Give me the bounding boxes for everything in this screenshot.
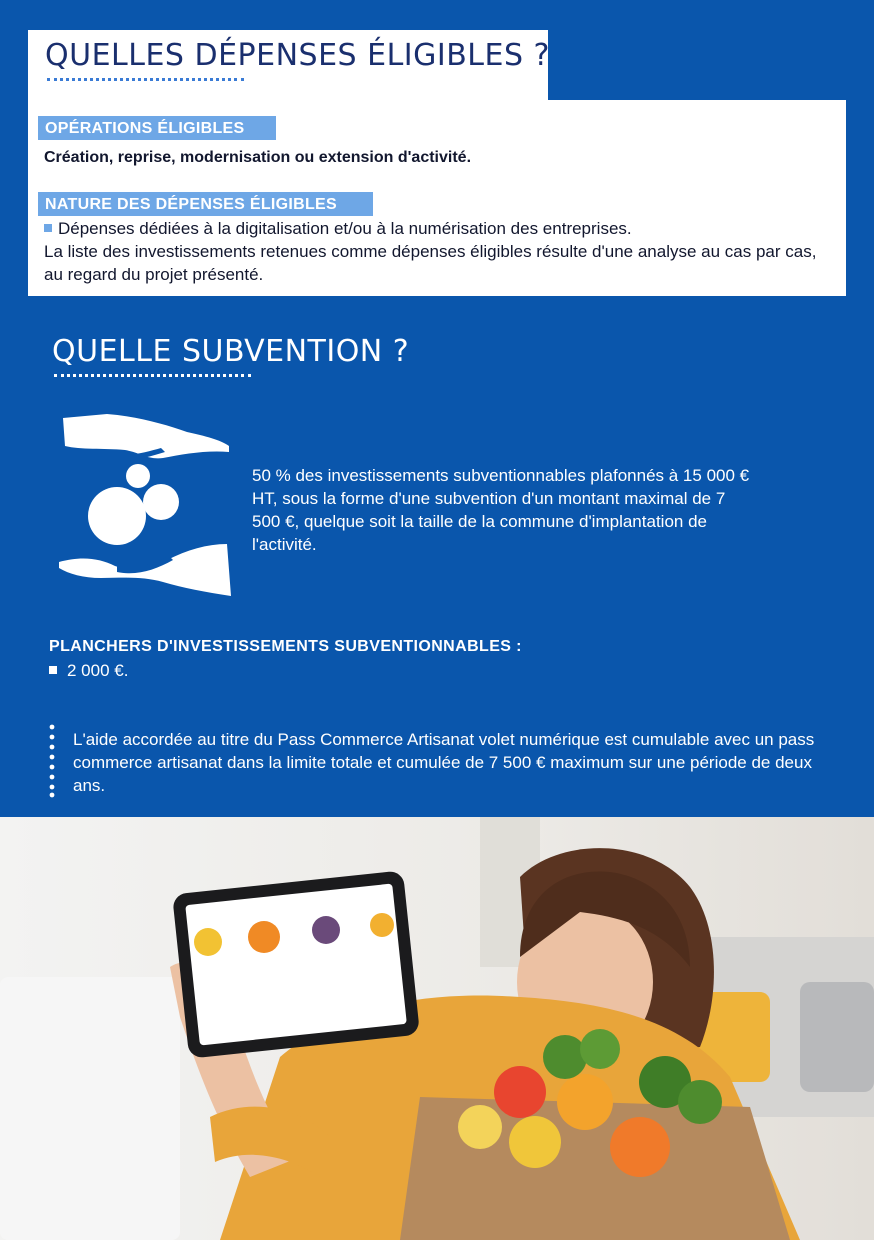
- nature-description: [44, 217, 834, 286]
- dotted-vertical-divider: [49, 724, 55, 798]
- bullet-square-icon: [49, 666, 57, 674]
- title-dotted-underline: [54, 374, 251, 377]
- section-title-eligible-expenses: QUELLES DÉPENSES ÉLIGIBLES ?: [45, 38, 550, 73]
- planchers-amount: [49, 661, 128, 681]
- title-dotted-underline: [47, 78, 244, 81]
- operations-label: OPÉRATIONS ÉLIGIBLES: [38, 116, 276, 140]
- nature-note-text: La liste des investissements retenues comme dépenses éligibles résulte d'une analyse au cas par cas, au regard du projet présenté.: [44, 242, 817, 284]
- hand-giving-coins-icon: [55, 410, 235, 605]
- bullet-square-icon: [44, 224, 52, 232]
- planchers-value: 2 000 €.: [67, 661, 129, 680]
- nature-bullet-text: Dépenses dédiées à la digitalisation et/ou à la numérisation des entreprises.: [58, 219, 632, 238]
- section-title-subvention: QUELLE SUBVENTION ?: [52, 334, 410, 369]
- operations-text: Création, reprise, modernisation ou extension d'activité.: [44, 149, 472, 166]
- nature-label: NATURE DES DÉPENSES ÉLIGIBLES: [38, 192, 373, 216]
- nature-bullet-item: [44, 217, 834, 240]
- woman-with-tablet-and-groceries-photo: [0, 817, 874, 1240]
- subvention-description: 50 % des investissements subventionnables plafonnés à 15 000 € HT, sous la forme d'une subvention d'un montant maximal de 7 500 €, quelque soit la taille de la commune d'implantation de l'activité.: [252, 466, 750, 554]
- planchers-label: PLANCHERS D'INVESTISSEMENTS SUBVENTIONNABLES :: [49, 638, 522, 655]
- cumulative-aid-note: L'aide accordée au titre du Pass Commerce Artisanat volet numérique est cumulable avec un pass commerce artisanat dans la limite totale et cumulée de 7 500 € maximum sur une période de deux ans.: [73, 730, 815, 795]
